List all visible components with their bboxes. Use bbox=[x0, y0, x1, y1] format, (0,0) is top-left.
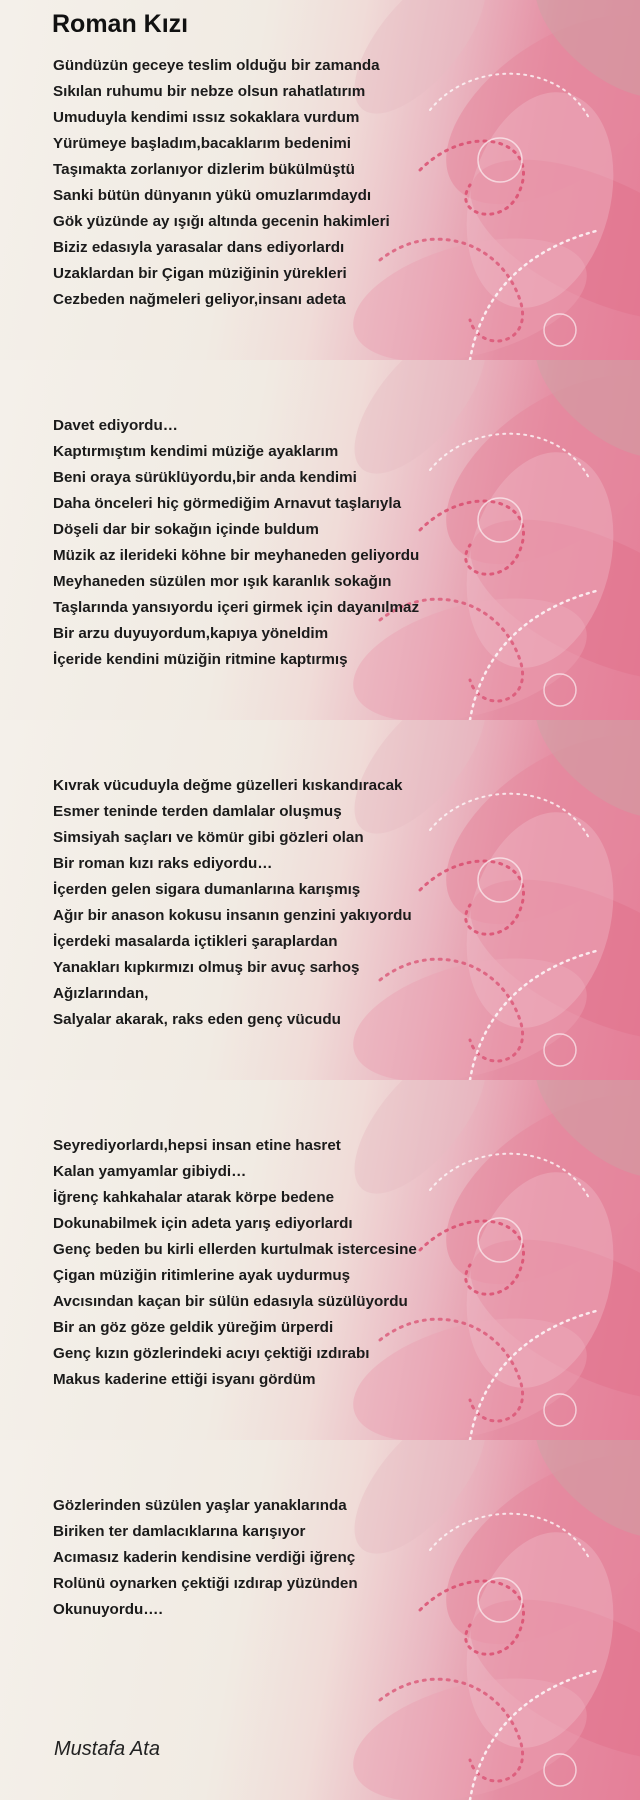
poem-line: Acımasız kaderin kendisine verdiği iğrenç bbox=[53, 1549, 356, 1566]
poem-line: Bir roman kızı raks ediyordu… bbox=[53, 855, 273, 872]
poem-line: Dokunabilmek için adeta yarış ediyorlardı bbox=[53, 1215, 353, 1232]
poem-line: Makus kaderine ettiği isyanı gördüm bbox=[53, 1371, 316, 1388]
poem-line: Okunuyordu…. bbox=[53, 1601, 163, 1618]
poem-line: Kaptırmıştım kendimi müziğe ayaklarım bbox=[53, 443, 339, 460]
poem-line: İğrenç kahkahalar atarak körpe bedene bbox=[53, 1189, 335, 1206]
poem-line: Yürümeye başladım,bacaklarım bedenimi bbox=[53, 135, 351, 152]
poem-line: İçeride kendini müziğin ritmine kaptırmış bbox=[53, 651, 348, 668]
poem-line: Bir an göz göze geldik yüreğim ürperdi bbox=[53, 1319, 334, 1336]
poem-line: Ağır bir anason kokusu insanın genzini yakıyordu bbox=[53, 907, 412, 924]
poem-line: Kıvrak vücuduyla değme güzelleri kıskandıracak bbox=[53, 777, 403, 794]
poem-line: Davet ediyordu… bbox=[53, 417, 178, 434]
poem-line: Rolünü oynarken çektiği ızdırap yüzünden bbox=[53, 1575, 358, 1592]
poem-line: Cezbeden nağmeleri geliyor,insanı adeta bbox=[53, 291, 346, 308]
poem-author: Mustafa Ata bbox=[54, 1738, 160, 1760]
poem-title: Roman Kızı bbox=[52, 10, 189, 38]
poem-line: Gök yüzünde ay ışığı altında gecenin hakimleri bbox=[53, 213, 390, 230]
poem-line: Taşlarında yansıyordu içeri girmek için dayanılmaz bbox=[53, 599, 420, 616]
poem-line: Taşımakta zorlanıyor dizlerim bükülmüştü bbox=[53, 161, 355, 178]
poem-stanza bbox=[53, 413, 419, 673]
poem-line: Uzaklardan bir Çigan müziğinin yürekleri bbox=[53, 265, 347, 282]
poem-line: Döşeli dar bir sokağın içinde buldum bbox=[53, 521, 319, 538]
poem-line: Biriken ter damlacıklarına karışıyor bbox=[53, 1523, 306, 1540]
poem-line: Beni oraya sürüklüyordu,bir anda kendimi bbox=[53, 469, 357, 486]
poem-line: Çigan müziğin ritimlerine ayak uydurmuş bbox=[53, 1267, 351, 1284]
poem-line: Genç kızın gözlerindeki acıyı çektiği ızdırabı bbox=[53, 1345, 370, 1362]
poem-line: Salyalar akarak, raks eden genç vücudu bbox=[53, 1011, 341, 1028]
poem-line: Sıkılan ruhumu bir nebze olsun rahatlatırım bbox=[53, 83, 366, 100]
poem-line: Umuduyla kendimi ıssız sokaklara vurdum bbox=[53, 109, 360, 126]
poem-stanza bbox=[53, 1493, 358, 1623]
poem-line: Bir arzu duyuyordum,kapıya yöneldim bbox=[53, 625, 329, 642]
poem-line: Seyrediyorlardı,hepsi insan etine hasret bbox=[53, 1137, 341, 1154]
poem-line: Ağızlarından, bbox=[53, 985, 149, 1002]
poem-line: Genç beden bu kirli ellerden kurtulmak istercesine bbox=[53, 1241, 417, 1258]
poem-stanza bbox=[53, 773, 412, 1033]
poem-stanza bbox=[53, 53, 390, 313]
poem-line: Müzik az ilerideki köhne bir meyhaneden geliyordu bbox=[53, 547, 420, 564]
poem-line: Avcısından kaçan bir sülün edasıyla süzülüyordu bbox=[53, 1293, 408, 1310]
poem-line: Esmer teninde terden damlalar oluşmuş bbox=[53, 803, 342, 820]
poem-line: Gündüzün geceye teslim olduğu bir zamanda bbox=[53, 57, 380, 74]
poem-line: Kalan yamyamlar gibiydi… bbox=[53, 1163, 247, 1180]
poem-line: Biziz edasıyla yarasalar dans ediyorlardı bbox=[53, 239, 345, 256]
poem-line: Gözlerinden süzülen yaşlar yanaklarında bbox=[53, 1497, 347, 1514]
poem-line: Yanakları kıpkırmızı olmuş bir avuç sarhoş bbox=[53, 959, 360, 976]
poem-line: Daha önceleri hiç görmediğim Arnavut taşlarıyla bbox=[53, 495, 402, 512]
poem-line: Simsiyah saçları ve kömür gibi gözleri olan bbox=[53, 829, 364, 846]
poem-line: Sanki bütün dünyanın yükü omuzlarımdaydı bbox=[53, 187, 372, 204]
poem-stanza bbox=[53, 1133, 417, 1393]
poem-line: İçerdeki masalarda içtikleri şaraplardan bbox=[53, 933, 338, 950]
poem-line: İçerden gelen sigara dumanlarına karışmış bbox=[53, 881, 361, 898]
poem-line: Meyhaneden süzülen mor ışık karanlık sokağın bbox=[53, 573, 392, 590]
